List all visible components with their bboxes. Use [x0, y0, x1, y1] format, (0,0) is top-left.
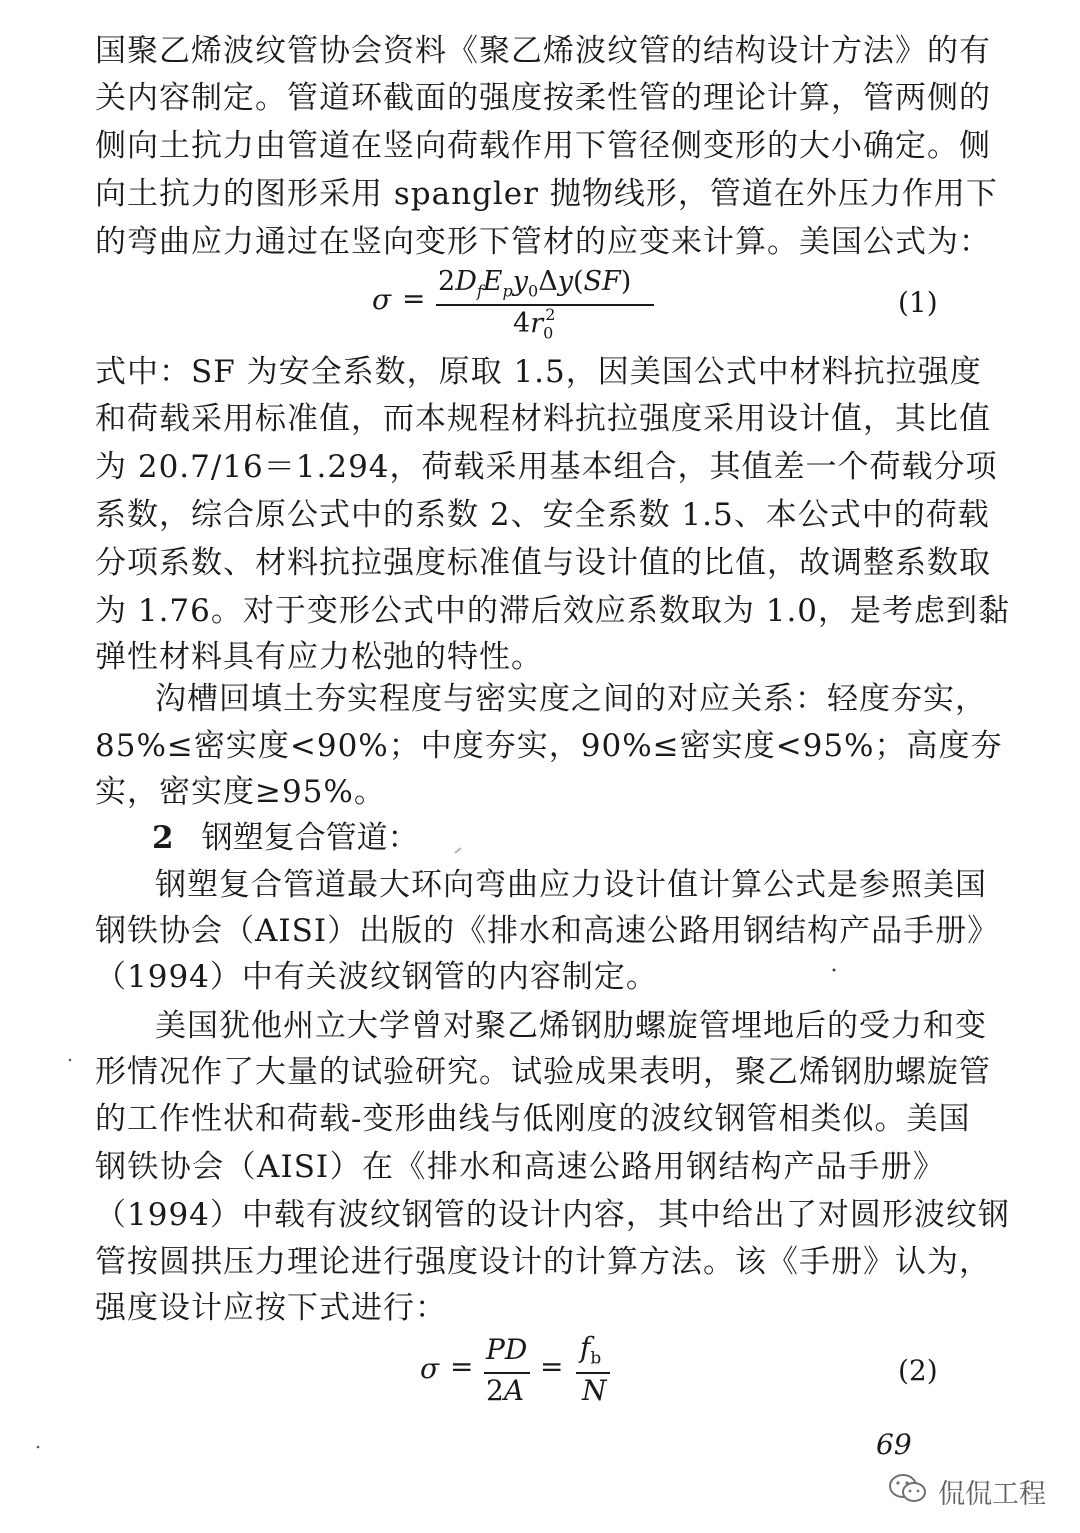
formula-2-frac2-denominator: N [582, 1374, 607, 1407]
formula-2-frac1-denominator: 2A [486, 1374, 525, 1407]
section-title: 钢塑复合管道： [201, 820, 419, 856]
formula-2-equals-2: = [540, 1350, 564, 1383]
text-line: 钢铁协会（AISI）在《排水和高速公路用钢结构产品手册》 [95, 1149, 945, 1185]
page-number: 69 [876, 1428, 912, 1461]
text-line: 管按圆拱压力理论进行强度设计的计算方法。该《手册》认为， [95, 1244, 991, 1280]
equation-number-2: (2) [898, 1354, 938, 1387]
text-line: 为 1.76。对于变形公式中的滞后效应系数取为 1.0，是考虑到黏 [95, 593, 1011, 629]
formula-1-numerator: $2D_fE_py_0\Delta y(SF)$ [438, 266, 632, 301]
formula-2-frac2-numerator: $f_b$ [580, 1331, 602, 1369]
text-line: 的弯曲应力通过在竖向变形下管材的应变来计算。美国公式为： [95, 224, 991, 260]
text-line: 钢塑复合管道最大环向弯曲应力设计值计算公式是参照美国 [155, 867, 987, 903]
text-line: 沟槽回填土夯实程度与密实度之间的对应关系：轻度夯实， [155, 681, 987, 717]
text-line: 的工作性状和荷载-变形曲线与低刚度的波纹钢管相类似。美国 [95, 1101, 971, 1137]
text-line: 85%≤密实度<90%；中度夯实，90%≤密实度<95%；高度夯 [95, 728, 1003, 764]
section-number: 2 [152, 820, 174, 856]
text-line: 美国犹他州立大学曾对聚乙烯钢肋螺旋管埋地后的受力和变 [155, 1008, 987, 1044]
text-line: 系数，综合原公式中的系数 2、安全系数 1.5、本公式中的荷载 [95, 497, 990, 533]
text-line: 钢铁协会（AISI）出版的《排水和高速公路用钢结构产品手册》 [95, 913, 1000, 949]
formula-2-lhs: σ [420, 1352, 440, 1385]
formula-2-frac1-numerator: PD [486, 1333, 528, 1366]
text-line: 和荷载采用标准值，而本规程材料抗拉强度采用设计值，其比值 [95, 401, 991, 437]
formula-1-lhs: σ [372, 283, 392, 316]
text-line: 向土抗力的图形采用 spangler 抛物线形，管道在外压力作用下 [95, 176, 998, 212]
text-line: 国聚乙烯波纹管协会资料《聚乙烯波纹管的结构设计方法》的有 [95, 33, 991, 69]
text-line: 分项系数、材料抗拉强度标准值与设计值的比值，故调整系数取 [95, 545, 991, 581]
watermark-text: 侃侃工程 [938, 1478, 1046, 1510]
text-line: 弹性材料具有应力松弛的特性。 [95, 639, 543, 675]
text-line: 式中：SF 为安全系数，原取 1.5，因美国公式中材料抗拉强度 [95, 354, 982, 390]
text-line: 为 20.7/16＝1.294，荷载采用基本组合，其值差一个荷载分项 [95, 449, 998, 485]
text-line: （1994）中有关波纹钢管的内容制定。 [95, 959, 658, 995]
formula-1-denominator: $4r_0^2$ [513, 305, 556, 343]
text-line: 实，密实度≥95%。 [95, 774, 386, 810]
formula-2-equals-1: = [450, 1350, 474, 1383]
equation-number-1: (1) [898, 286, 938, 319]
text-line: 强度设计应按下式进行： [95, 1290, 447, 1326]
text-line: 侧向土抗力由管道在竖向荷载作用下管径侧变形的大小确定。侧 [95, 128, 991, 164]
text-line: （1994）中载有波纹钢管的设计内容，其中给出了对圆形波纹钢 [95, 1197, 1010, 1233]
text-line: 形情况作了大量的试验研究。试验成果表明，聚乙烯钢肋螺旋管 [95, 1054, 991, 1090]
formula-1-equals: = [402, 282, 426, 315]
text-line: 关内容制定。管道环截面的强度按柔性管的理论计算，管两侧的 [95, 80, 991, 116]
